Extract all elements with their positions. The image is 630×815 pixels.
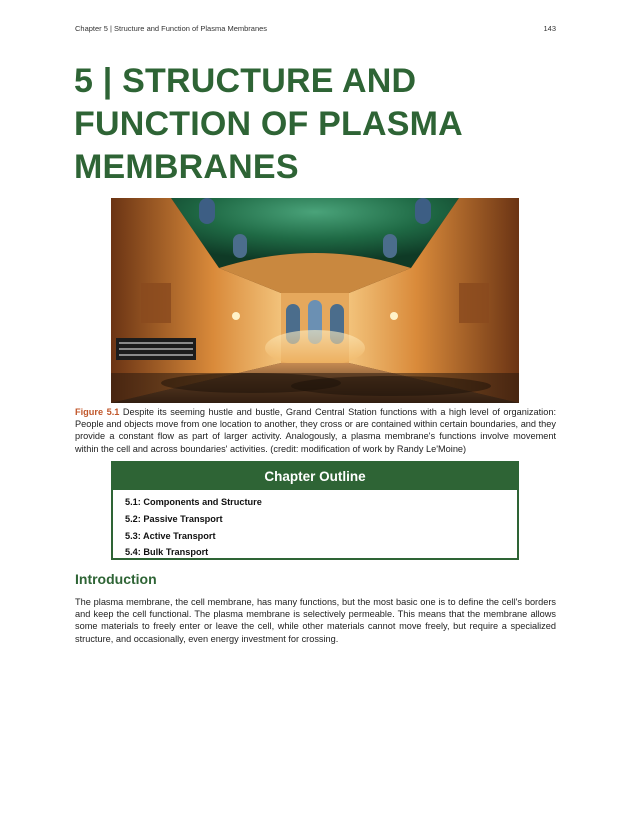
introduction-paragraph: The plasma membrane, the cell membrane, has many functions, but the most basic one is to define the cell's borders and keep the cell functional. The plasma membrane is selectively permeable. This means that the membrane allows some materials to freely enter or leave the cell, while other materials cannot move freely, but require a specialized structure, and occasionally, even energy investment for crossing. — [75, 597, 556, 644]
figure-caption — [75, 406, 556, 455]
section-heading-introduction: Introduction — [75, 571, 157, 587]
figure-label: Figure 5.1 — [75, 407, 120, 417]
chapter-outline-box — [111, 461, 519, 560]
chapter-title: 5 | STRUCTURE AND FUNCTION OF PLASMA MEMBRANES — [74, 62, 462, 186]
outline-item[interactable]: 5.2: Passive Transport — [125, 513, 223, 524]
chapter-outline-list — [113, 490, 517, 561]
outline-item[interactable]: 5.3: Active Transport — [125, 530, 216, 541]
running-head — [75, 24, 556, 33]
page-number: 143 — [543, 24, 556, 33]
outline-item[interactable]: 5.4: Bulk Transport — [125, 547, 209, 558]
running-head-chapter: Chapter 5 | Structure and Function of Plasma Membranes — [75, 24, 268, 33]
figure-caption-text: Despite its seeming hustle and bustle, Grand Central Station functions with a high level of organization: People and objects move from one location to another, they cross or are contained within certain boundaries, and they provide a constant flow as part of larger activity. Analogously, a plasma membrane's functions involve movement within the cell and across boundaries' activities. (credit: modification of work by Randy Le'Moine) — [75, 407, 556, 454]
outline-item[interactable]: 5.1: Components and Structure — [125, 497, 262, 507]
chapter-outline-title: Chapter Outline — [113, 463, 517, 490]
figure-image-grand-central — [111, 198, 519, 403]
